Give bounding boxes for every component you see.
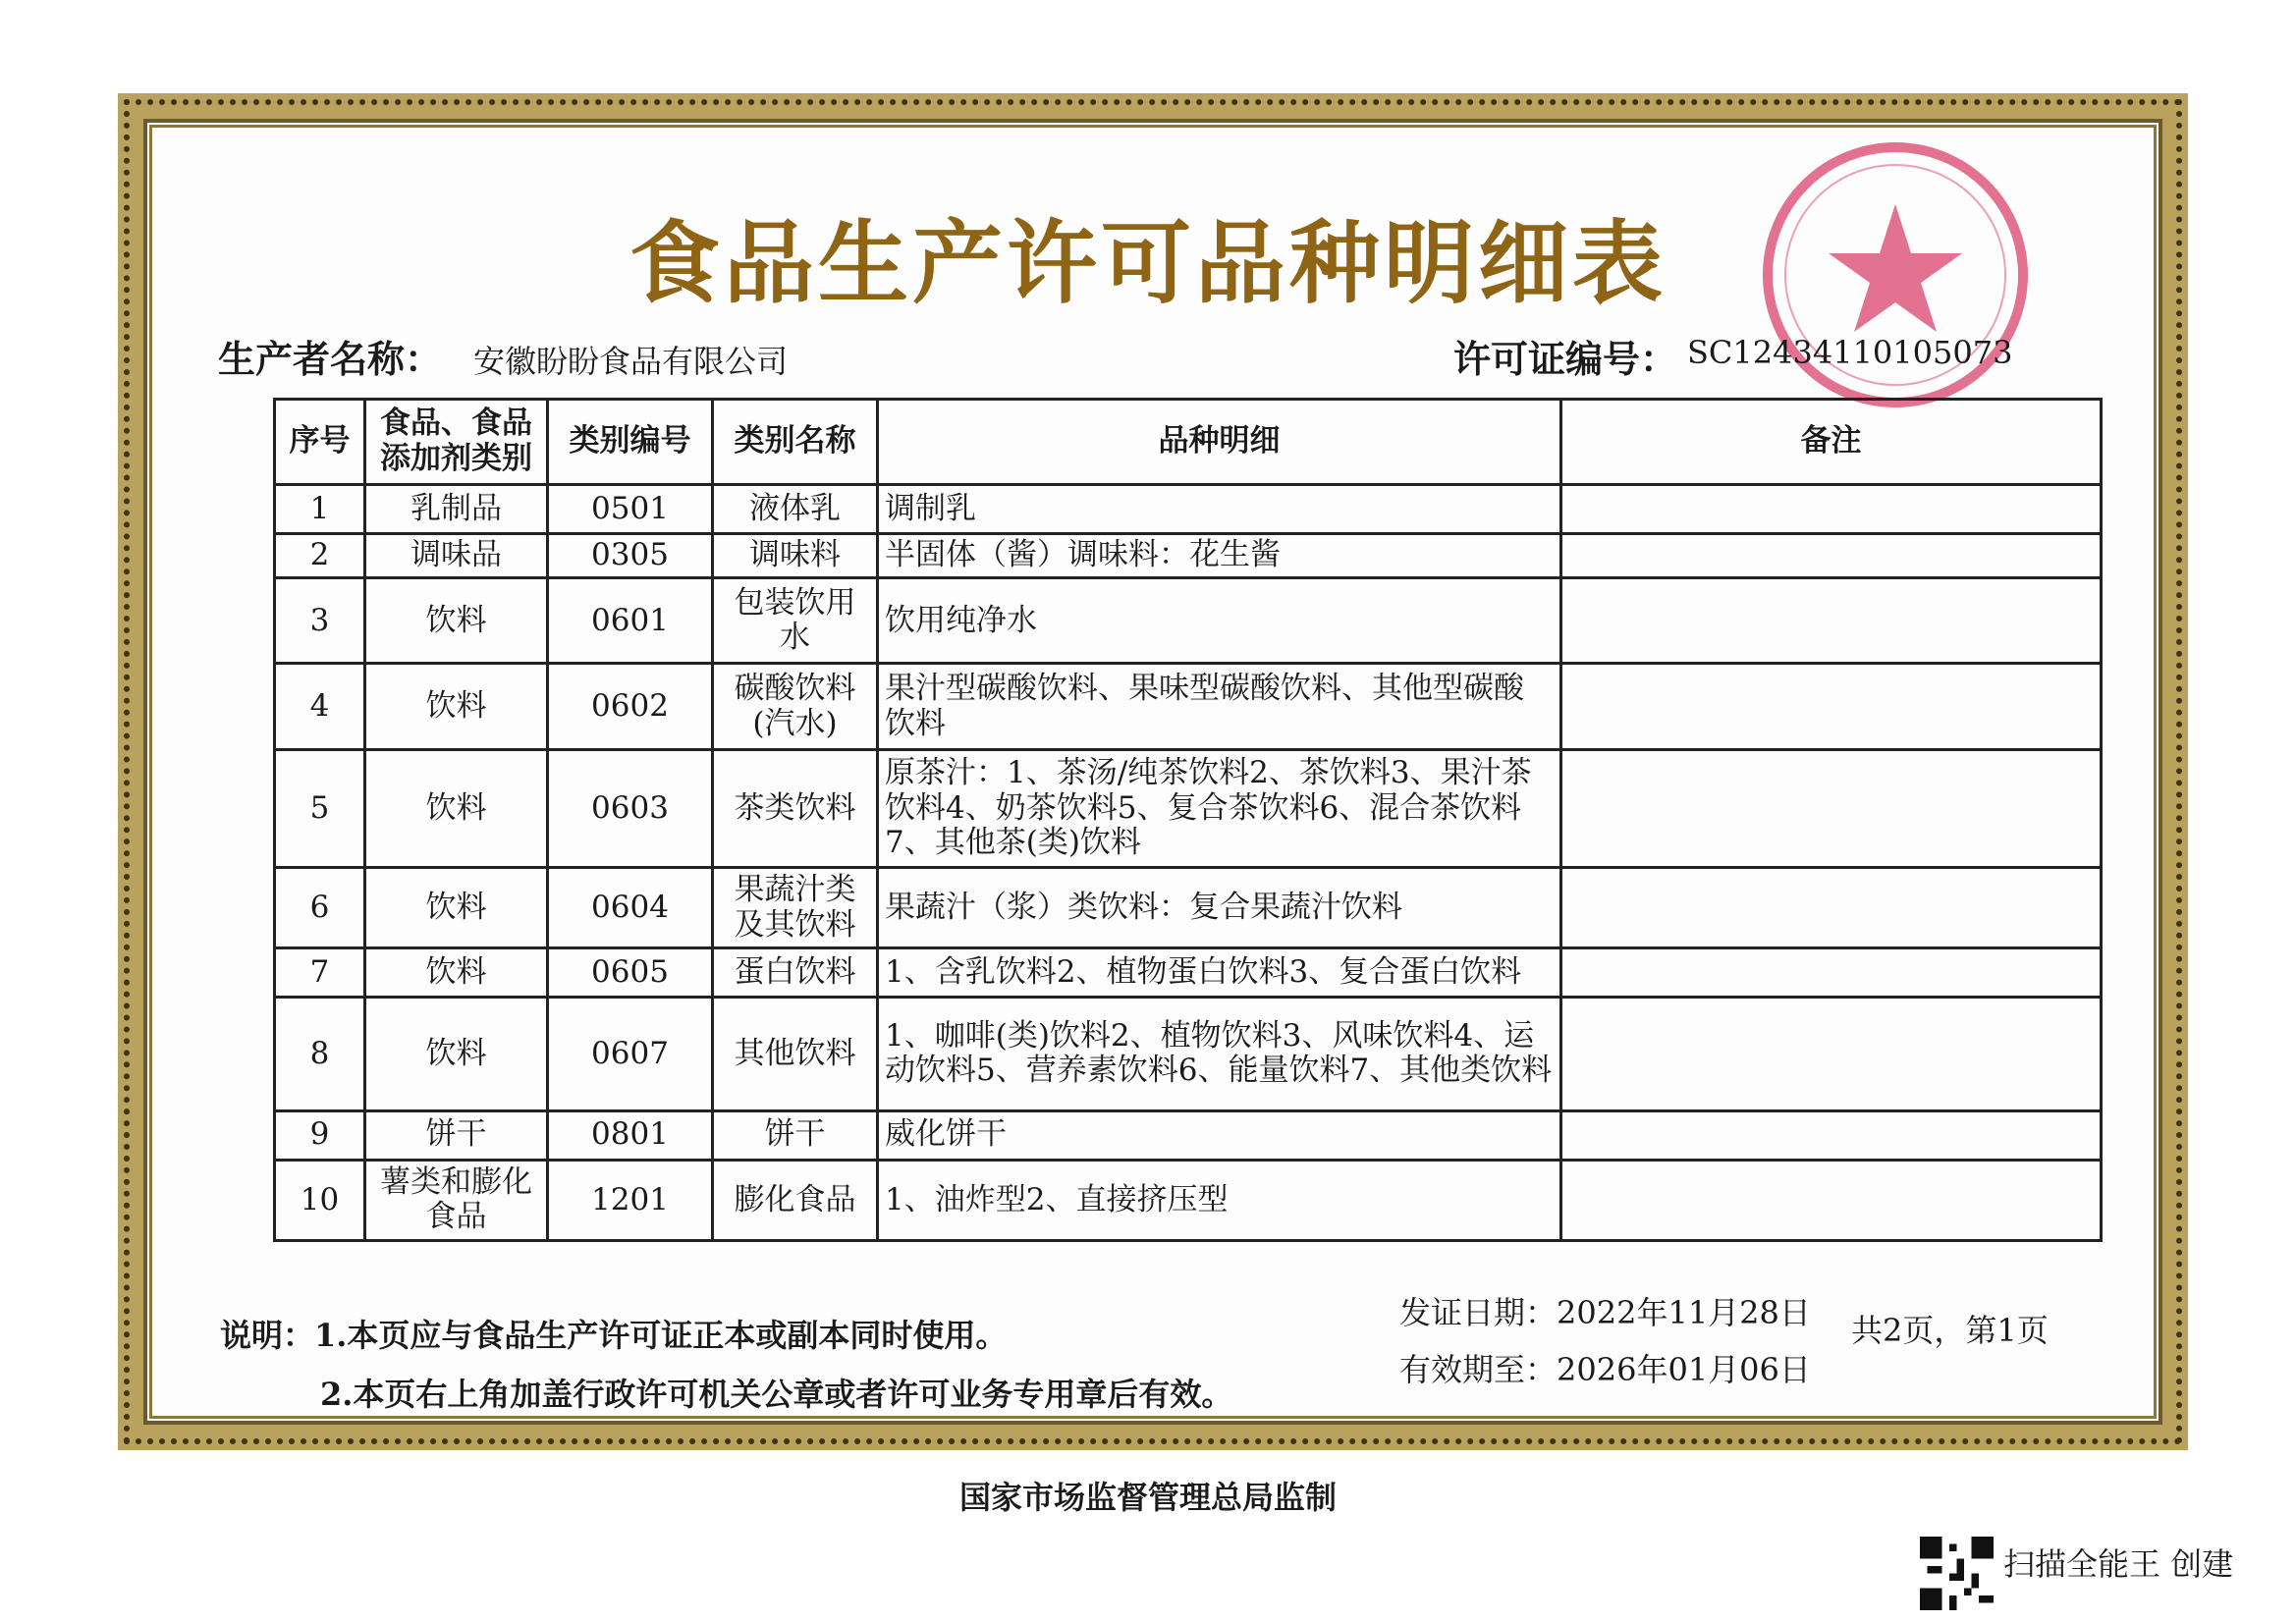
cell-index: 8 — [275, 998, 365, 1110]
table-row — [275, 534, 2102, 578]
table-row — [275, 998, 2102, 1110]
cell-code: 1201 — [548, 1160, 713, 1240]
header-category: 食品、食品添加剂类别 — [365, 400, 548, 485]
cell-remarks — [1561, 578, 2102, 664]
cell-variety-detail: 1、油炸型2、直接挤压型 — [878, 1160, 1561, 1240]
cell-index: 1 — [275, 485, 365, 534]
cell-index: 7 — [275, 948, 365, 998]
cell-category-name: 茶类饮料 — [713, 749, 878, 867]
cell-category-name: 包装饮用水 — [713, 578, 878, 664]
table-row — [275, 664, 2102, 749]
header-category-name: 类别名称 — [713, 400, 878, 485]
issue-date: 2022年11月28日 — [1557, 1294, 1811, 1331]
table-row — [275, 749, 2102, 867]
cell-remarks — [1561, 485, 2102, 534]
notes-line-2: 2.本页右上角加盖行政许可机关公章或者许可业务专用章后有效。 — [320, 1376, 1233, 1413]
cell-index: 9 — [275, 1110, 365, 1160]
header-remarks: 备注 — [1561, 400, 2102, 485]
cell-variety-detail: 调制乳 — [878, 485, 1561, 534]
producer-label: 生产者名称： — [218, 337, 443, 381]
cell-category: 乳制品 — [365, 485, 548, 534]
notes — [220, 1306, 1232, 1424]
cell-variety-detail: 果汁型碳酸饮料、果味型碳酸饮料、其他型碳酸饮料 — [878, 664, 1561, 749]
valid-until-label: 有效期至： — [1399, 1351, 1558, 1388]
cell-remarks — [1561, 867, 2102, 947]
cell-remarks — [1561, 534, 2102, 578]
cell-category: 饮料 — [365, 578, 548, 664]
cell-category: 饮料 — [365, 664, 548, 749]
table-row — [275, 1110, 2102, 1160]
table-row — [275, 485, 2102, 534]
issue-date-label: 发证日期： — [1399, 1294, 1558, 1331]
cell-variety-detail: 原茶汁：1、茶汤/纯茶饮料2、茶饮料3、果汁茶饮料4、奶茶饮料5、复合茶饮料6、混合茶饮料7、其他茶(类)饮料 — [878, 749, 1561, 867]
license-label: 许可证编号： — [1453, 337, 1678, 381]
cell-category-name: 果蔬汁类及其饮料 — [713, 867, 878, 947]
cell-category-name: 液体乳 — [713, 485, 878, 534]
cell-code: 0601 — [548, 578, 713, 664]
cell-remarks — [1561, 1160, 2102, 1240]
cell-code: 0602 — [548, 664, 713, 749]
notes-label: 说明： — [220, 1317, 315, 1354]
cell-index: 4 — [275, 664, 365, 749]
cell-category-name: 调味料 — [713, 534, 878, 578]
cell-category: 薯类和膨化食品 — [365, 1160, 548, 1240]
table-header-row — [275, 400, 2102, 485]
cell-category: 饮料 — [365, 749, 548, 867]
cell-code: 0605 — [548, 948, 713, 998]
cell-remarks — [1561, 1110, 2102, 1160]
cell-remarks — [1561, 749, 2102, 867]
table-row — [275, 948, 2102, 998]
cell-category: 饮料 — [365, 867, 548, 947]
cell-category-name: 饼干 — [713, 1110, 878, 1160]
cell-variety-detail: 果蔬汁（浆）类饮料：复合果蔬汁饮料 — [878, 867, 1561, 947]
cell-index: 3 — [275, 578, 365, 664]
cell-index: 5 — [275, 749, 365, 867]
qr-code-icon — [1920, 1537, 1994, 1610]
cell-code: 0501 — [548, 485, 713, 534]
valid-until-date: 2026年01月06日 — [1557, 1351, 1811, 1388]
header-variety-detail: 品种明细 — [878, 400, 1561, 485]
cell-code: 0305 — [548, 534, 713, 578]
cell-index: 6 — [275, 867, 365, 947]
cell-variety-detail: 1、咖啡(类)饮料2、植物饮料3、风味饮料4、运动饮料5、营养素饮料6、能量饮料7、其他类饮料 — [878, 998, 1561, 1110]
cell-variety-detail: 半固体（酱）调味料：花生酱 — [878, 534, 1561, 578]
cell-category: 饼干 — [365, 1110, 548, 1160]
cell-code: 0607 — [548, 998, 713, 1110]
scanner-watermark: 扫描全能王 创建 — [2003, 1545, 2234, 1583]
cell-code: 0603 — [548, 749, 713, 867]
cell-code: 0604 — [548, 867, 713, 947]
cell-remarks — [1561, 948, 2102, 998]
issuer-footer: 国家市场监督管理总局监制 — [958, 1479, 1337, 1516]
cell-variety-detail: 1、含乳饮料2、植物蛋白饮料3、复合蛋白饮料 — [878, 948, 1561, 998]
license-number: SC12434110105073 — [1687, 334, 2013, 371]
header-category-code: 类别编号 — [548, 400, 713, 485]
official-seal — [1738, 128, 2052, 422]
header-index: 序号 — [275, 400, 365, 485]
cell-category: 饮料 — [365, 998, 548, 1110]
product-table — [273, 398, 2103, 1242]
table-row — [275, 578, 2102, 664]
cell-category-name: 碳酸饮料(汽水) — [713, 664, 878, 749]
issue-info — [1399, 1284, 1811, 1398]
cell-remarks — [1561, 664, 2102, 749]
page-count: 共2页，第1页 — [1851, 1312, 2049, 1349]
cell-category-name: 蛋白饮料 — [713, 948, 878, 998]
notes-line-1: 1.本页应与食品生产许可证正本或副本同时使用。 — [314, 1317, 1008, 1354]
cell-index: 10 — [275, 1160, 365, 1240]
cell-category-name: 膨化食品 — [713, 1160, 878, 1240]
cell-index: 2 — [275, 534, 365, 578]
cell-remarks — [1561, 998, 2102, 1110]
cell-code: 0801 — [548, 1110, 713, 1160]
cell-category: 调味品 — [365, 534, 548, 578]
document-title: 食品生产许可品种明细表 — [629, 210, 1667, 316]
cell-category-name: 其他饮料 — [713, 998, 878, 1110]
cell-variety-detail: 威化饼干 — [878, 1110, 1561, 1160]
table-row — [275, 867, 2102, 947]
table-row — [275, 1160, 2102, 1240]
cell-category: 饮料 — [365, 948, 548, 998]
cell-variety-detail: 饮用纯净水 — [878, 578, 1561, 664]
producer-name: 安徽盼盼食品有限公司 — [473, 343, 789, 380]
